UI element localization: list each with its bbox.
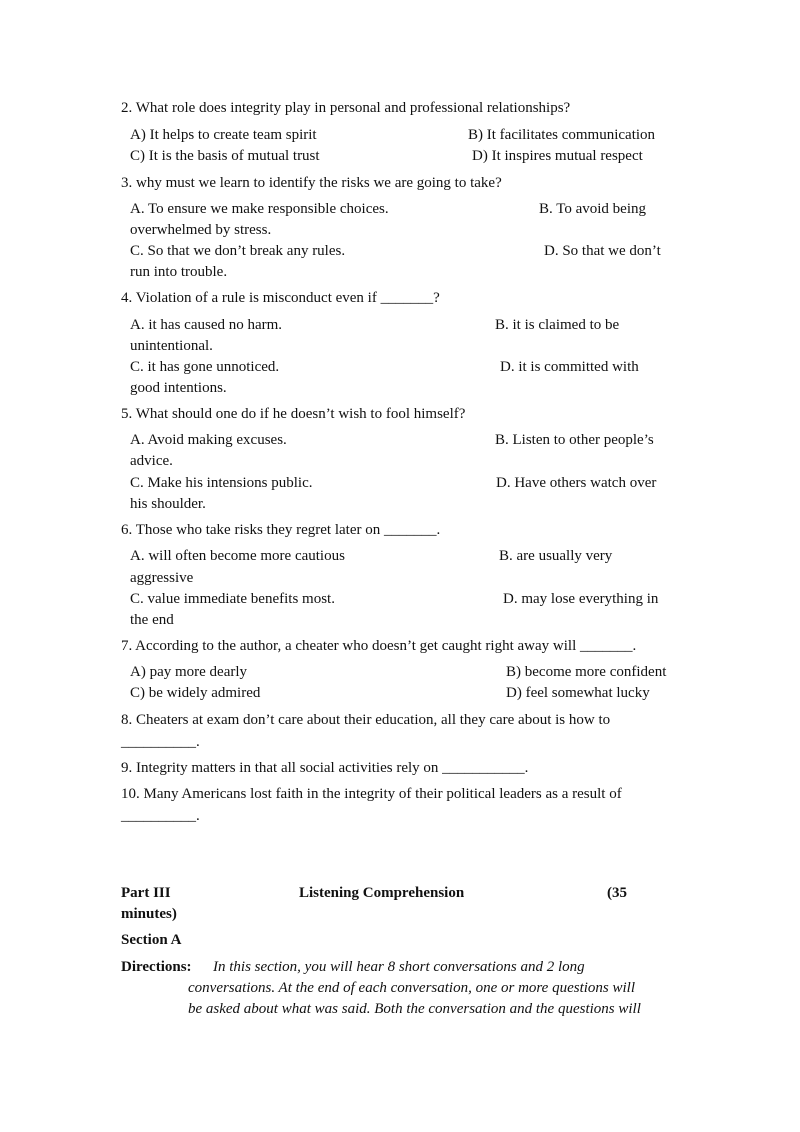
question-6-option-b-cont: aggressive bbox=[130, 570, 194, 586]
question-3-stem: 3. why must we learn to identify the risks we are going to take? bbox=[121, 175, 502, 191]
directions-text-line-3: be asked about what was said. Both the conversation and the questions will bbox=[188, 1001, 641, 1017]
question-2-option-a: A) It helps to create team spirit bbox=[130, 127, 317, 143]
question-5-option-a: A. Avoid making excuses. bbox=[130, 432, 287, 448]
question-3-option-b-cont: overwhelmed by stress. bbox=[130, 222, 272, 238]
question-10-blank: __________. bbox=[121, 808, 200, 824]
directions-text-line-2: conversations. At the end of each conversation, one or more questions will bbox=[188, 980, 636, 996]
question-6-option-a: A. will often become more cautious bbox=[130, 548, 345, 564]
section-heading: Section A bbox=[121, 932, 182, 948]
question-10-stem: 10. Many Americans lost faith in the integrity of their political leaders as a result of bbox=[121, 786, 622, 802]
question-4-option-d-cont: good intentions. bbox=[130, 380, 227, 396]
part-title: Listening Comprehension bbox=[299, 885, 465, 901]
question-2-option-c: C) It is the basis of mutual trust bbox=[130, 148, 320, 164]
question-7-option-a: A) pay more dearly bbox=[130, 664, 248, 680]
question-5-stem: 5. What should one do if he doesn’t wish to fool himself? bbox=[121, 406, 466, 422]
question-8-stem: 8. Cheaters at exam don’t care about their education, all they care about is how to bbox=[121, 712, 611, 728]
question-3-option-a: A. To ensure we make responsible choices. bbox=[130, 201, 389, 217]
directions-text-line-1: In this section, you will hear 8 short conversations and 2 long bbox=[213, 959, 585, 975]
question-6-option-c: C. value immediate benefits most. bbox=[130, 591, 335, 607]
question-7-option-b: B) become more confident bbox=[506, 664, 667, 680]
part-label: Part III bbox=[121, 885, 171, 901]
directions-label: Directions: bbox=[121, 959, 192, 975]
question-4-option-d: D. it is committed with bbox=[500, 359, 639, 375]
question-6-option-d: D. may lose everything in bbox=[503, 591, 659, 607]
question-5-option-b: B. Listen to other people’s bbox=[495, 432, 654, 448]
part-time: (35 bbox=[607, 885, 627, 901]
question-4-option-b: B. it is claimed to be bbox=[495, 317, 620, 333]
part-time-cont: minutes) bbox=[121, 906, 177, 922]
question-2-stem: 2. What role does integrity play in personal and professional relationships? bbox=[121, 100, 571, 116]
question-5-option-b-cont: advice. bbox=[130, 453, 173, 469]
question-6-stem: 6. Those who take risks they regret later on _______. bbox=[121, 522, 441, 538]
question-4-option-c: C. it has gone unnoticed. bbox=[130, 359, 280, 375]
question-5-option-d-cont: his shoulder. bbox=[130, 496, 206, 512]
question-5-option-d: D. Have others watch over bbox=[496, 475, 657, 491]
question-6-option-d-cont: the end bbox=[130, 612, 174, 628]
question-7-option-d: D) feel somewhat lucky bbox=[506, 685, 650, 701]
question-3-option-c: C. So that we don’t break any rules. bbox=[130, 243, 346, 259]
question-7-option-c: C) be widely admired bbox=[130, 685, 261, 701]
question-4-option-b-cont: unintentional. bbox=[130, 338, 213, 354]
question-6-option-b: B. are usually very bbox=[499, 548, 613, 564]
question-4-option-a: A. it has caused no harm. bbox=[130, 317, 283, 333]
question-3-option-d-cont: run into trouble. bbox=[130, 264, 228, 280]
question-2-option-d: D) It inspires mutual respect bbox=[472, 148, 643, 164]
question-3-option-b: B. To avoid being bbox=[539, 201, 646, 217]
question-3-option-d: D. So that we don’t bbox=[544, 243, 661, 259]
question-8-blank: __________. bbox=[121, 734, 200, 750]
question-7-stem: 7. According to the author, a cheater who doesn’t get caught right away will _______. bbox=[121, 638, 637, 654]
question-4-stem: 4. Violation of a rule is misconduct even if _______? bbox=[121, 290, 440, 306]
question-9-stem: 9. Integrity matters in that all social activities rely on ___________. bbox=[121, 760, 529, 776]
question-5-option-c: C. Make his intensions public. bbox=[130, 475, 313, 491]
question-2-option-b: B) It facilitates communication bbox=[468, 127, 656, 143]
